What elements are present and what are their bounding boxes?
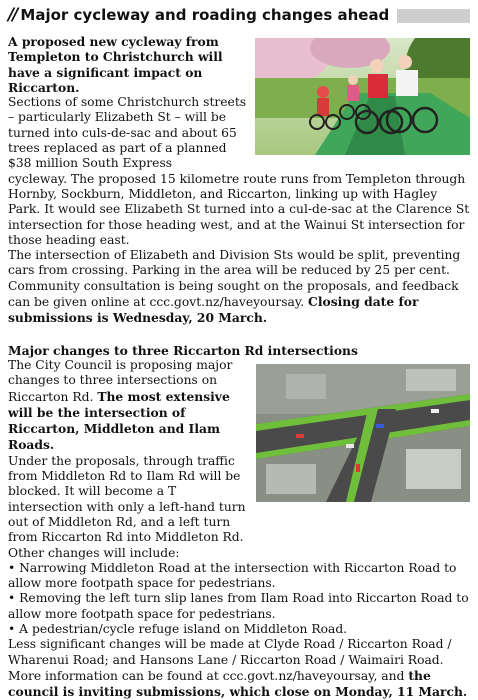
article2-intro <box>8 358 248 454</box>
article2-wrapped: Under the proposals, through traffic from Middleton Rd to Ilam Rd will be blocked. It will become a T intersection with only a left-hand turn out of Middleton Rd, and a left turn from Riccarton Rd into Middleton Rd. Other changes will include: <box>8 453 246 560</box>
article2-intro-text: The City Council is proposing major changes to three intersections on Riccarton Rd. <box>8 357 233 404</box>
article1-body-full: cycleway. The proposed 15 kilometre route runs from Templeton through Hornby, Sockburn, Middleton, and Riccarton, linking up with Hagley Park. It would see Elizabeth St turned into a cul-de-sac at the Clarence St intersection for those heading west, and at the Wainui St intersection for those heading east. <box>8 171 470 247</box>
article2-more-text: More information can be found at ccc.govt.nz/haveyoursay, and <box>8 668 405 683</box>
slash-marks-icon: // <box>8 5 17 26</box>
article1-top-row <box>8 34 470 172</box>
list-item: • Narrowing Middleton Road at the intersection with Riccarton Road to allow more footpath space for pedestrians. <box>8 560 457 591</box>
intersection-render <box>256 364 470 502</box>
article2-less: Less significant changes will be made at Clyde Road / Riccarton Road / Wharenui Road; and Hansons Lane / Riccarton Road / Waimairi Road. <box>8 637 452 667</box>
article1-para3-text: Community consultation is being sought on the proposals, and feedback can be given online at ccc.govt.nz/haveyoursay. <box>8 278 459 310</box>
article2-title: Major changes to three Riccarton Rd intersections <box>8 342 358 358</box>
submissions-close: the council is inviting submissions, which close on Monday, 11 March. <box>8 667 468 700</box>
article2-text-column <box>8 358 248 561</box>
article1-text-column <box>8 34 247 172</box>
list-item: • A pedestrian/cycle refuge island on Middleton Road. <box>8 621 348 636</box>
title-bar-decoration <box>397 9 470 23</box>
article1-lead: A proposed new cycleway from Templeton to Christchurch will have a significant impact on Riccarton. <box>8 34 223 95</box>
cyclists-photo-illustration <box>255 38 470 155</box>
cyclists-photo <box>255 38 470 155</box>
article-title: Major cycleway and roading changes ahead <box>20 6 390 25</box>
changes-list <box>8 561 470 637</box>
list-item: • Removing the left turn slip lanes from Ilam Road into Riccarton Road to allow more footpath space for pedestrians. <box>8 591 469 621</box>
article1-para3 <box>8 279 470 327</box>
article2-top-row <box>8 358 470 561</box>
article1-body-wrapped: Sections of some Christchurch streets – particularly Elizabeth St – will be turned into culs-de-sac and about 65 trees replaced as part of a planned $38 million South Express <box>8 95 247 171</box>
article-header <box>8 4 470 28</box>
section-spacer <box>8 327 470 343</box>
article2-more <box>8 668 470 700</box>
closing-date: Closing date for submissions is Wednesday, 20 March. <box>8 294 419 326</box>
article2-intro-bold: The most extensive will be the intersection of Riccarton, Middleton and Ilam Roads. <box>8 388 230 453</box>
intersection-render-illustration <box>256 364 470 502</box>
article1-para2: The intersection of Elizabeth and Division Sts would be split, preventing cars from crossing. Parking in the area will be reduced by 25 per cent. <box>8 248 461 278</box>
